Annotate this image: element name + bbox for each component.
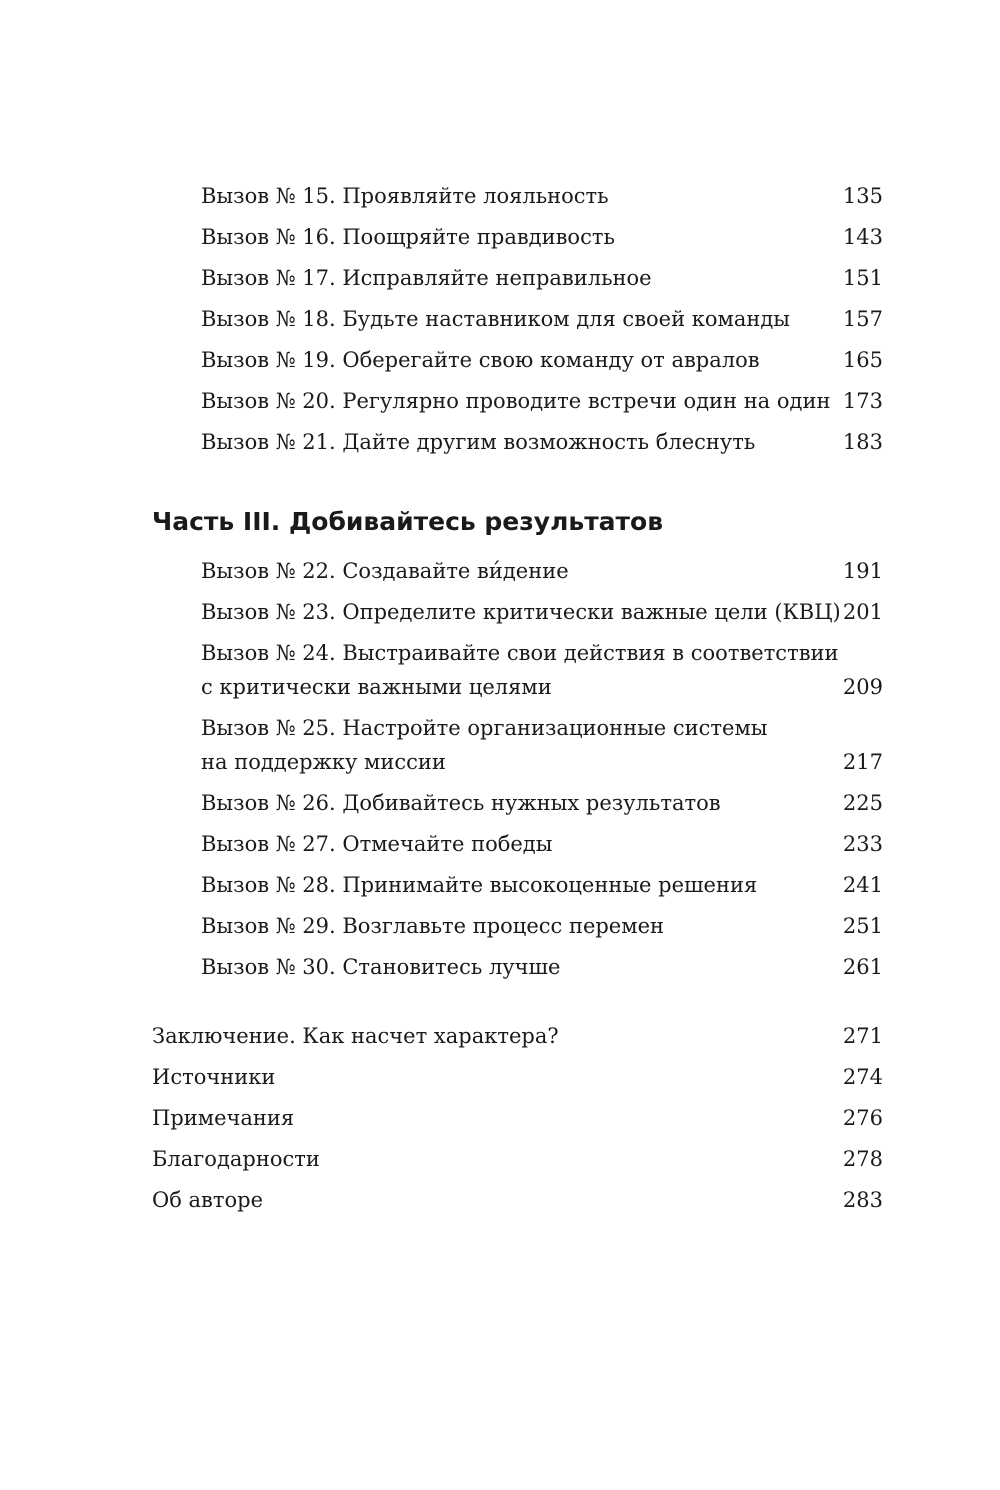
toc-entry-page: 201 — [842, 600, 883, 624]
toc-entry-page: 241 — [842, 873, 883, 897]
toc-entry-page: 191 — [842, 559, 883, 583]
toc-entry-title: Вызов № 24. Выстраивайте свои действия в соответствии — [201, 641, 839, 665]
toc-entry-title: Вызов № 22. Создавайте ви́дение — [201, 559, 569, 583]
toc-entry-title: Вызов № 30. Становитесь лучше — [201, 955, 561, 979]
toc-entry-title-continued: на поддержку миссии — [201, 750, 446, 774]
toc-entry-page: 151 — [842, 266, 883, 290]
toc-entry-page: 143 — [842, 225, 883, 249]
toc-entry-title: Вызов № 18. Будьте наставником для своей команды — [201, 307, 791, 331]
toc-entry-title: Об авторе — [152, 1188, 264, 1212]
toc-entry-page: 225 — [842, 791, 883, 815]
toc-entry-page: 209 — [842, 675, 883, 699]
toc-entry-page: 173 — [842, 389, 883, 413]
toc-entry-page: 276 — [842, 1106, 883, 1130]
toc-entry-title: Вызов № 26. Добивайтесь нужных результатов — [201, 791, 721, 815]
toc-entry-page: 283 — [842, 1188, 883, 1212]
toc-entry-page: 135 — [842, 184, 883, 208]
toc-entry-page: 183 — [842, 430, 883, 454]
toc-entry-title: Вызов № 16. Поощряйте правдивость — [201, 225, 615, 249]
toc-entry-title-continued: с критически важными целями — [201, 675, 552, 699]
toc-entry-page: 217 — [842, 750, 883, 774]
toc-entry-title: Вызов № 17. Исправляйте неправильное — [201, 266, 652, 290]
toc-entry-title: Вызов № 21. Дайте другим возможность блеснуть — [201, 430, 756, 454]
part-heading: Часть III. Добивайтесь результатов — [152, 507, 664, 536]
toc-entry-title: Источники — [152, 1065, 276, 1089]
toc-entry-page: 271 — [842, 1024, 883, 1048]
toc-entry-title: Заключение. Как насчет характера? — [152, 1024, 559, 1048]
toc-entry-title: Вызов № 19. Оберегайте свою команду от авралов — [201, 348, 760, 372]
toc-entry-page: 157 — [842, 307, 883, 331]
toc-entry-title: Вызов № 28. Принимайте высокоценные решения — [201, 873, 758, 897]
toc-entry-title: Примечания — [152, 1106, 295, 1130]
toc-entry-title: Вызов № 20. Регулярно проводите встречи один на один — [201, 389, 831, 413]
toc-entry-page: 261 — [842, 955, 883, 979]
toc-entry-page: 274 — [842, 1065, 883, 1089]
toc-entry-title: Благодарности — [152, 1147, 320, 1171]
toc-entry-title: Вызов № 15. Проявляйте лояльность — [201, 184, 609, 208]
toc-entry-title: Вызов № 29. Возглавьте процесс перемен — [201, 914, 664, 938]
toc-entry-page: 278 — [842, 1147, 883, 1171]
toc-entry-title: Вызов № 27. Отмечайте победы — [201, 832, 553, 856]
toc-entry-page: 233 — [842, 832, 883, 856]
toc-entry-page: 251 — [842, 914, 883, 938]
toc-entry-page: 165 — [842, 348, 883, 372]
toc-entry-title: Вызов № 25. Настройте организационные системы — [201, 716, 768, 740]
toc-entry-title: Вызов № 23. Определите критически важные цели (КВЦ) — [201, 600, 841, 624]
